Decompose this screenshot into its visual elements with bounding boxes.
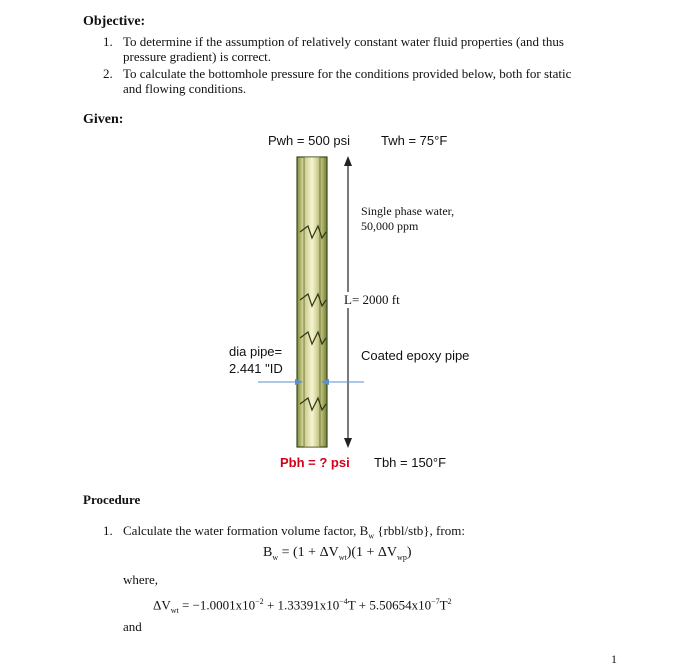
and-label: and: [123, 619, 142, 634]
bottomhole-pressure-label: Pbh = ? psi: [280, 455, 350, 470]
objective-item-2-line1: To calculate the bottomhole pressure for the conditions provided below, both for static: [123, 66, 572, 81]
objective-heading: Objective:: [83, 14, 146, 29]
where-label: where,: [123, 572, 159, 587]
fluid-description-line1: Single phase water,: [361, 204, 455, 218]
objective-item-1-number: 1.: [103, 34, 113, 49]
length-arrow-top: [344, 156, 352, 166]
page-number: 1: [611, 652, 617, 666]
fluid-description-line2: 50,000 ppm: [361, 219, 419, 233]
objective-item-2-line2: and flowing conditions.: [123, 81, 247, 96]
delta-v-wt-equation: $\Delta V_{wt} = -1.0001x10^{-2} + 1.33391x10^{-4}T + 5.50654x10^{-7}T^2$: [153, 597, 452, 615]
length-arrow-bottom: [344, 438, 352, 448]
pipe-diameter-label-line1: dia pipe=: [229, 344, 283, 359]
procedure-step-number: 1.: [103, 523, 113, 538]
wellhead-pressure-label: Pwh = 500 psi: [268, 133, 351, 148]
procedure-heading: Procedure: [83, 492, 141, 507]
objective-item-1-line2: pressure gradient) is correct.: [123, 49, 271, 64]
wellhead-temperature-label: Twh = 75°F: [381, 133, 448, 148]
procedure-step-text: Calculate the water formation volume factor, $B_w$ {rbbl/stb}, from:: [123, 523, 465, 541]
objective-item-2-number: 2.: [103, 66, 113, 81]
bottomhole-temperature-label: Tbh = 150°F: [374, 455, 447, 470]
formation-volume-factor-equation: $B_w = (1 + \Delta V_{wt})(1 + \Delta V_{wp})$: [263, 545, 412, 562]
objective-item-1-line1: To determine if the assumption of relatively constant water fluid properties (and thus: [123, 34, 564, 49]
length-label: L= 2000 ft: [344, 292, 400, 307]
pipe-bore: [304, 157, 320, 447]
coating-label: Coated epoxy pipe: [361, 348, 470, 363]
pipe-diameter-label-line2: 2.441 "ID: [229, 361, 283, 376]
given-heading: Given:: [83, 112, 124, 127]
